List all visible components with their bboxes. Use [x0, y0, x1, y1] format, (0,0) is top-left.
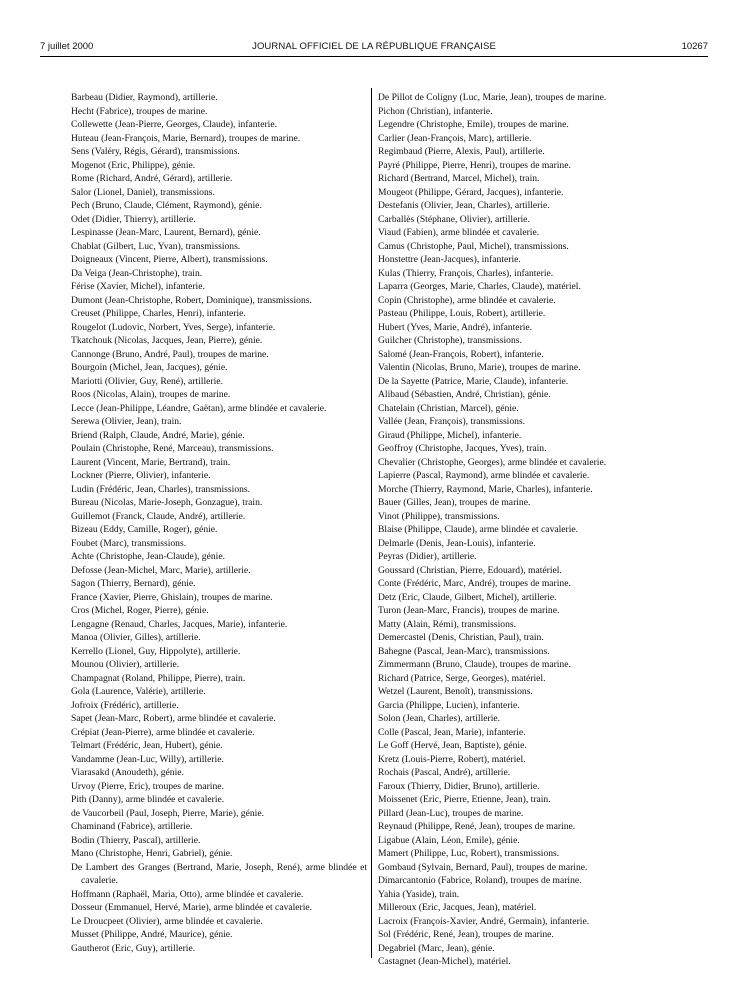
list-entry: Honstettre (Jean-Jacques), infanterie.	[378, 254, 521, 265]
list-entry: Doigneaux (Vincent, Pierre, Albert), transmissions.	[71, 254, 268, 265]
list-entry: Goussard (Christian, Pierre, Edouard), matériel.	[378, 564, 562, 576]
list-entry: Briend (Ralph, Claude, André, Marie), génie.	[71, 429, 245, 441]
list-entry: Mamert (Philippe, Luc, Robert), transmissions.	[378, 848, 560, 859]
list-entry: Regimbaud (Pierre, Alexis, Paul), artillerie.	[378, 146, 545, 157]
column-divider	[371, 88, 372, 958]
list-entry: Degabriel (Marc, Jean), génie.	[378, 942, 495, 954]
list-entry: Rome (Richard, André, Gérard), artillerie.	[71, 173, 233, 184]
list-entry: Solon (Jean, Charles), artillerie.	[378, 713, 501, 724]
list-entry: Gola (Laurence, Valérie), artillerie.	[71, 686, 206, 697]
list-entry: Mougeot (Philippe, Gérard, Jacques), infanterie.	[378, 186, 564, 198]
list-entry: Creuset (Philippe, Charles, Henri), infanterie.	[71, 308, 246, 319]
list-entry: Carballès (Stéphane, Olivier), artillerie.	[378, 213, 530, 225]
list-entry: Matty (Alain, Rémi), transmissions.	[378, 618, 517, 630]
right-column	[378, 91, 674, 969]
issue-date: 7 juillet 2000	[40, 41, 94, 52]
list-entry: Morche (Thierry, Raymond, Marie, Charles), infanterie.	[378, 483, 593, 495]
list-entry: Garcia (Philippe, Lucien), infanterie.	[378, 699, 520, 711]
list-entry: Bahegne (Pascal, Jean-Marc), transmissions.	[378, 645, 550, 657]
list-entry: Alibaud (Sébastien, André, Christian), génie.	[378, 389, 551, 400]
list-entry: Barbeau (Didier, Raymond), artillerie.	[71, 92, 218, 103]
list-entry: Lengagne (Renaud, Charles, Jacques, Marie), infanterie.	[71, 618, 288, 630]
list-entry: Vallée (Jean, François), transmissions.	[378, 416, 526, 427]
list-entry: Crépiat (Jean-Pierre), arme blindée et cavalerie.	[71, 726, 255, 738]
list-entry: Sens (Valéry, Régis, Gérard), transmissions.	[71, 146, 240, 157]
list-entry: Gautherot (Eric, Guy), artillerie.	[71, 942, 196, 954]
list-entry: Carlier (Jean-François, Marc), artillerie.	[378, 132, 532, 144]
journal-title: JOURNAL OFFICIEL DE LA RÉPUBLIQUE FRANÇAISE	[252, 41, 496, 52]
list-entry: Férise (Xavier, Michel), infanterie.	[71, 281, 205, 292]
list-entry: Delmarle (Denis, Jean-Louis), infanterie.	[378, 537, 536, 549]
list-entry: Detz (Eric, Claude, Gilbert, Michel), artillerie.	[378, 591, 557, 603]
list-entry: Lockner (Pierre, Olivier), infanterie.	[71, 470, 211, 481]
list-entry: Laparra (Georges, Marie, Charles, Claude), matériel.	[378, 281, 581, 292]
list-entry: Payré (Philippe, Pierre, Henri), troupes de marine.	[378, 159, 571, 171]
list-entry: Ligabue (Alain, Léon, Emile), génie.	[378, 834, 520, 846]
list-entry: Guillemot (Franck, Claude, André), artillerie.	[71, 510, 246, 522]
list-entry: Defosse (Jean-Michel, Marc, Marie), artillerie.	[71, 564, 251, 576]
list-entry: De Pillot de Coligny (Luc, Marie, Jean), troupes de marine.	[378, 92, 607, 103]
list-entry: Wetzel (Laurent, Benoît), transmissions.	[378, 686, 533, 697]
list-entry: Pillard (Jean-Luc), troupes de marine.	[378, 807, 524, 819]
list-entry: Moissenet (Eric, Pierre, Etienne, Jean), train.	[378, 794, 551, 805]
list-entry: Bodin (Thierry, Pascal), artillerie.	[71, 834, 201, 846]
list-entry: Viaud (Fabien), arme blindée et cavalerie.	[378, 227, 540, 238]
list-entry: Reynaud (Philippe, René, Jean), troupes de marine.	[378, 821, 576, 832]
list-entry: Guilcher (Christophe), transmissions.	[378, 335, 522, 346]
list-entry: Manoa (Olivier, Gilles), artillerie.	[71, 632, 201, 643]
list-entry: Salor (Lionel, Daniel), transmissions.	[71, 186, 215, 198]
list-entry: Pasteau (Philippe, Louis, Robert), artillerie.	[378, 308, 546, 319]
list-entry: Da Veiga (Jean-Christophe), train.	[71, 267, 203, 279]
list-entry: Pichon (Christian), infanterie.	[378, 105, 493, 117]
list-entry: Camus (Christophe, Paul, Michel), transmissions.	[378, 240, 569, 252]
list-entry: Pith (Danny), arme blindée et cavalerie.	[71, 794, 225, 805]
list-entry: Giraud (Philippe, Michel), infanterie.	[378, 429, 522, 441]
list-entry: Viarasakd (Anoudeth), génie.	[71, 767, 184, 778]
list-entry: Dumont (Jean-Christophe, Robert, Dominique), transmissions.	[71, 294, 312, 306]
list-entry: Faroux (Thierry, Didier, Bruno), artillerie.	[378, 780, 540, 792]
list-entry: Musset (Philippe, André, Maurice), génie.	[71, 929, 233, 940]
list-entry: Serewa (Olivier, Jean), train.	[71, 416, 182, 427]
list-entry: Hecht (Fabrice), troupes de marine.	[71, 105, 208, 117]
list-entry: Legendre (Christophe, Emile), troupes de marine.	[378, 119, 569, 130]
list-entry: Huteau (Jean-François, Marie, Bernard), troupes de marine.	[71, 132, 301, 144]
list-entry: France (Xavier, Pierre, Ghislain), troupes de marine.	[71, 591, 273, 603]
list-entry: Hoffmann (Raphaël, Maria, Otto), arme blindée et cavalerie.	[71, 888, 304, 900]
list-entry: Conte (Frédéric, Marc, André), troupes de marine.	[378, 578, 571, 589]
list-entry: Vinot (Philippe), transmissions.	[378, 510, 500, 522]
list-entry: Chaminand (Fabrice), artillerie.	[71, 821, 193, 832]
list-entry: Bureau (Nicolas, Marie-Joseph, Gonzague), train.	[71, 497, 263, 508]
list-entry: Zimmermann (Bruno, Claude), troupes de marine.	[378, 659, 571, 670]
list-entry: Sagon (Thierry, Bernard), génie.	[71, 578, 196, 589]
list-entry: Kerrello (Lionel, Guy, Hippolyte), artillerie.	[71, 645, 241, 657]
list-entry: Achte (Christophe, Jean-Claude), génie.	[71, 551, 225, 562]
list-entry: Colle (Pascal, Jean, Marie), infanterie.	[378, 726, 526, 738]
list-entry: Blaise (Philippe, Claude), arme blindée et cavalerie.	[378, 524, 579, 535]
list-entry: Foubet (Marc), transmissions.	[71, 537, 187, 549]
list-entry: Kretz (Louis-Pierre, Robert), matériel.	[378, 753, 526, 765]
list-entry: Chablat (Gilbert, Luc, Yvan), transmissions.	[71, 240, 241, 252]
list-entry: Richard (Patrice, Serge, Georges), matériel.	[378, 672, 546, 684]
list-entry: Castagnet (Jean-Michel), matériel.	[378, 956, 511, 967]
list-entry: Valentin (Nicolas, Bruno, Marie), troupes de marine.	[378, 362, 581, 373]
list-entry: Demercastel (Denis, Christian, Paul), train.	[378, 632, 544, 643]
list-entry: Mano (Christophe, Henri, Gabriel), génie.	[71, 848, 233, 859]
list-entry: Champagnat (Roland, Philippe, Pierre), train.	[71, 672, 246, 684]
list-entry: Poulain (Christophe, René, Marceau), transmissions.	[71, 443, 274, 454]
list-entry: Lapierre (Pascal, Raymond), arme blindée et cavalerie.	[378, 470, 590, 481]
list-entry: Richard (Bertrand, Marcel, Michel), train.	[378, 173, 540, 184]
list-entry: Bauer (Gilles, Jean), troupes de marine.	[378, 497, 531, 508]
list-entry: Pech (Bruno, Claude, Clément, Raymond), génie.	[71, 200, 262, 211]
list-entry: Cannonge (Bruno, André, Paul), troupes de marine.	[71, 348, 269, 360]
list-entry: Bizeau (Eddy, Camille, Roger), génie.	[71, 524, 218, 535]
list-entry: Hubert (Yves, Marie, André), infanterie.	[378, 321, 533, 333]
list-entry: Bourgoin (Michel, Jean, Jacques), génie.	[71, 362, 228, 373]
list-entry: Yahia (Yaside), train.	[378, 888, 460, 900]
list-entry: Mounou (Olivier), artillerie.	[71, 659, 180, 670]
page-header	[40, 41, 708, 55]
list-entry: Destefanis (Olivier, Jean, Charles), artillerie.	[378, 200, 550, 211]
list-entry: Telmart (Frédéric, Jean, Hubert), génie.	[71, 740, 223, 751]
list-entry: Sol (Frédéric, René, Jean), troupes de marine.	[378, 929, 554, 940]
list-entry: Geoffroy (Christophe, Jacques, Yves), train.	[378, 443, 547, 454]
list-entry: Collewette (Jean-Pierre, Georges, Claude), infanterie.	[71, 119, 278, 130]
list-entry: Jofroix (Frédéric), artillerie.	[71, 699, 179, 711]
list-entry: Copin (Christophe), arme blindée et cavalerie.	[378, 294, 556, 306]
list-entry: Turon (Jean-Marc, Francis), troupes de marine.	[378, 605, 560, 616]
list-entry: Lespinasse (Jean-Marc, Laurent, Bernard), génie.	[71, 227, 261, 238]
list-entry: Laurent (Vincent, Marie, Bertrand), train.	[71, 456, 231, 468]
list-entry: Rougelot (Ludovic, Norbert, Yves, Serge), infanterie.	[71, 321, 276, 333]
list-entry: Ludin (Frédéric, Jean, Charles), transmissions.	[71, 483, 251, 495]
list-entry: Gombaud (Sylvain, Bernard, Paul), troupes de marine.	[378, 861, 588, 873]
list-entry: Dosseur (Emmanuel, Hervé, Marie), arme blindée et cavalerie.	[71, 902, 313, 913]
list-entry: De la Sayette (Patrice, Marie, Claude), infanterie.	[378, 375, 569, 387]
list-entry: Milleroux (Eric, Jacques, Jean), matériel.	[378, 902, 537, 913]
left-column	[71, 91, 367, 955]
list-entry: de Vaucorbeil (Paul, Joseph, Pierre, Marie), génie.	[71, 807, 264, 819]
list-entry: Tkatchouk (Nicolas, Jacques, Jean, Pierre), génie.	[71, 335, 263, 346]
list-entry: Salomé (Jean-François, Robert), infanterie.	[378, 348, 544, 360]
list-entry: Mogenot (Eric, Philippe), génie.	[71, 159, 196, 171]
list-entry: Odet (Didier, Thierry), artillerie.	[71, 213, 196, 225]
list-entry: Rochais (Pascal, André), artillerie.	[378, 767, 511, 778]
list-entry: De Lambert des Granges (Bertrand, Marie, Joseph, René), arme blindée et cavalerie.	[71, 861, 367, 886]
list-entry: Urvoy (Pierre, Eric), troupes de marine.	[71, 780, 224, 792]
list-entry: Vandamme (Jean-Luc, Willy), artillerie.	[71, 753, 224, 765]
list-entry: Roos (Nicolas, Alain), troupes de marine.	[71, 389, 231, 400]
list-entry: Lacroix (François-Xavier, André, Germain), infanterie.	[378, 915, 590, 927]
list-entry: Le Droucpeet (Olivier), arme blindée et cavalerie.	[71, 915, 263, 927]
page-number: 10267	[681, 41, 708, 52]
list-entry: Kulas (Thierry, François, Charles), infanterie.	[378, 267, 554, 279]
list-entry: Mariotti (Olivier, Guy, René), artillerie.	[71, 375, 223, 387]
list-entry: Chatelain (Christian, Marcel), génie.	[378, 402, 519, 414]
header-rule	[40, 56, 708, 57]
list-entry: Le Goff (Hervé, Jean, Baptiste), génie.	[378, 740, 527, 751]
list-entry: Chevalier (Christophe, Georges), arme blindée et cavalerie.	[378, 456, 607, 468]
list-entry: Sapet (Jean-Marc, Robert), arme blindée et cavalerie.	[71, 713, 276, 724]
list-entry: Peyras (Didier), artillerie.	[378, 551, 477, 562]
list-entry: Cros (Michel, Roger, Pierre), génie.	[71, 605, 209, 616]
list-entry: Dimarcantonio (Fabrice, Roland), troupes de marine.	[378, 875, 582, 886]
list-entry: Lecce (Jean-Philippe, Léandre, Gaëtan), arme blindée et cavalerie.	[71, 402, 327, 414]
